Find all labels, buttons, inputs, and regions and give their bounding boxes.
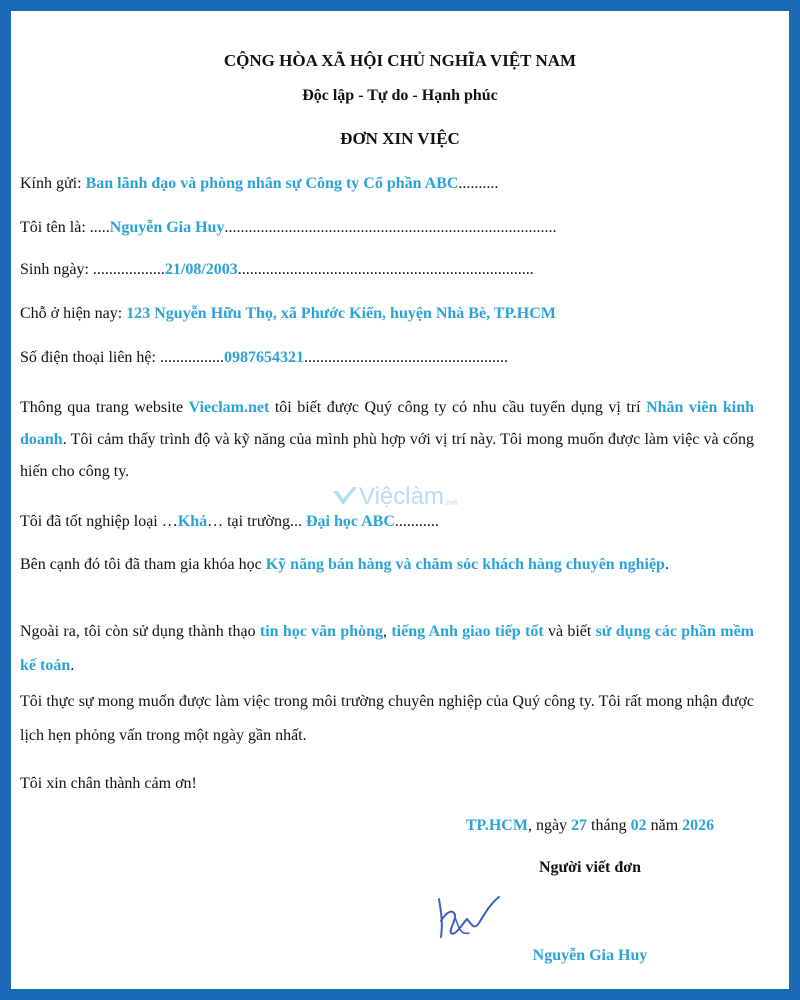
position-name: Nhân viên kinh doanh [20, 399, 755, 448]
skills-text-1: Ngoài ra, tôi còn sử dụng thành thạo [20, 623, 260, 640]
date-line [201, 817, 789, 835]
education-line [20, 513, 439, 531]
address-value: 123 Nguyễn Hữu Thọ, xã Phước Kiển, huyện Nhà Bè, TP.HCM [126, 305, 556, 322]
skill-accounting: sử dụng các phần mềm kế toán [20, 623, 755, 674]
intro-text-2: tôi biết được Quý công ty có nhu cầu tuyển dụng vị trí [269, 399, 647, 416]
skill-english: tiếng Anh giao tiếp tốt [391, 623, 544, 640]
education-text-1: Tôi đã tốt nghiệp loại … [20, 513, 178, 530]
handwritten-signature [429, 893, 503, 943]
recipient-line [20, 175, 498, 193]
phone-trail: ................................................... [303, 349, 508, 366]
address-label: Chỗ ở hiện nay: [20, 305, 127, 322]
dob-value: 21/08/2003 [164, 261, 238, 278]
grade-value: Khá [177, 513, 208, 530]
skills-text-3: và biết [543, 623, 596, 640]
date-place: TP.HCM [465, 817, 528, 834]
date-month: 02 [630, 817, 647, 834]
signer-label: Người viết đơn [539, 859, 641, 876]
watermark [331, 483, 457, 511]
phone-line [20, 349, 508, 367]
watermark-suffix: .net [443, 497, 458, 507]
phone-value: 0987654321 [223, 349, 304, 366]
school-value: Đại học ABC [306, 513, 395, 530]
address-line [20, 305, 556, 323]
name-trail: ................................................................................... [224, 219, 557, 236]
name-value: Nguyễn Gia Huy [109, 219, 225, 236]
course-paragraph [20, 555, 754, 575]
date-year: 2026 [682, 817, 715, 834]
skills-text-4: . [70, 657, 75, 674]
national-title: CỘNG HÒA XÃ HỘI CHỦ NGHĨA VIỆT NAM [223, 51, 577, 70]
website-name: Vieclam.net [188, 399, 270, 416]
skills-paragraph [20, 615, 754, 683]
date-text-2: tháng [587, 817, 631, 834]
dob-trail: .......................................................................... [237, 261, 534, 278]
thanks-line: Tôi xin chân thành cảm ơn! [20, 775, 197, 792]
course-text-1: Bên cạnh đó tôi đã tham gia khóa học [20, 556, 266, 573]
signer-name: Nguyễn Gia Huy [532, 947, 648, 964]
skill-office: tin học văn phòng [259, 623, 384, 640]
recipient-trail: .......... [458, 175, 499, 192]
document-title: ĐƠN XIN VIỆC [340, 129, 460, 148]
date-text-3: năm [646, 817, 683, 834]
date-text-1: , ngày [527, 817, 572, 834]
date-day: 27 [571, 817, 588, 834]
motto: Độc lập - Tự do - Hạnh phúc [302, 87, 498, 104]
closing-paragraph: Tôi thực sự mong muốn được làm việc trong môi trường chuyên nghiệp của Quý công ty. Tôi rất mong nhận được lịch hẹn phỏng vấn trong một ngày gần nhất. [20, 693, 754, 744]
watermark-brand: Việclàm [359, 483, 444, 510]
recipient-label: Kính gửi: [20, 175, 86, 192]
course-name: Kỹ năng bán hàng và chăm sóc khách hàng chuyên nghiệp [265, 556, 665, 573]
intro-text-1: Thông qua trang website [20, 399, 189, 416]
phone-label: Số điện thoại liên hệ: ................ [20, 349, 224, 366]
checkmark-logo-icon [331, 485, 359, 509]
education-text-2: … tại trường... [207, 513, 306, 530]
intro-paragraph [20, 392, 754, 488]
skills-text-2: , [383, 623, 392, 640]
letter-page [11, 11, 789, 989]
dob-label: Sinh ngày: .................. [20, 261, 165, 278]
recipient-value: Ban lãnh đạo và phòng nhân sự Công ty Cổ phần ABC [85, 175, 459, 192]
name-line [20, 219, 556, 237]
course-text-2: . [664, 556, 669, 573]
dob-line [20, 261, 534, 279]
education-text-3: ........... [394, 513, 439, 530]
name-label: Tôi tên là: ..... [20, 219, 110, 236]
intro-text-3: . Tôi cảm thấy trình độ và kỹ năng của mình phù hợp với vị trí này. Tôi mong muốn được làm việc và cống hiến cho công ty. [20, 431, 754, 480]
